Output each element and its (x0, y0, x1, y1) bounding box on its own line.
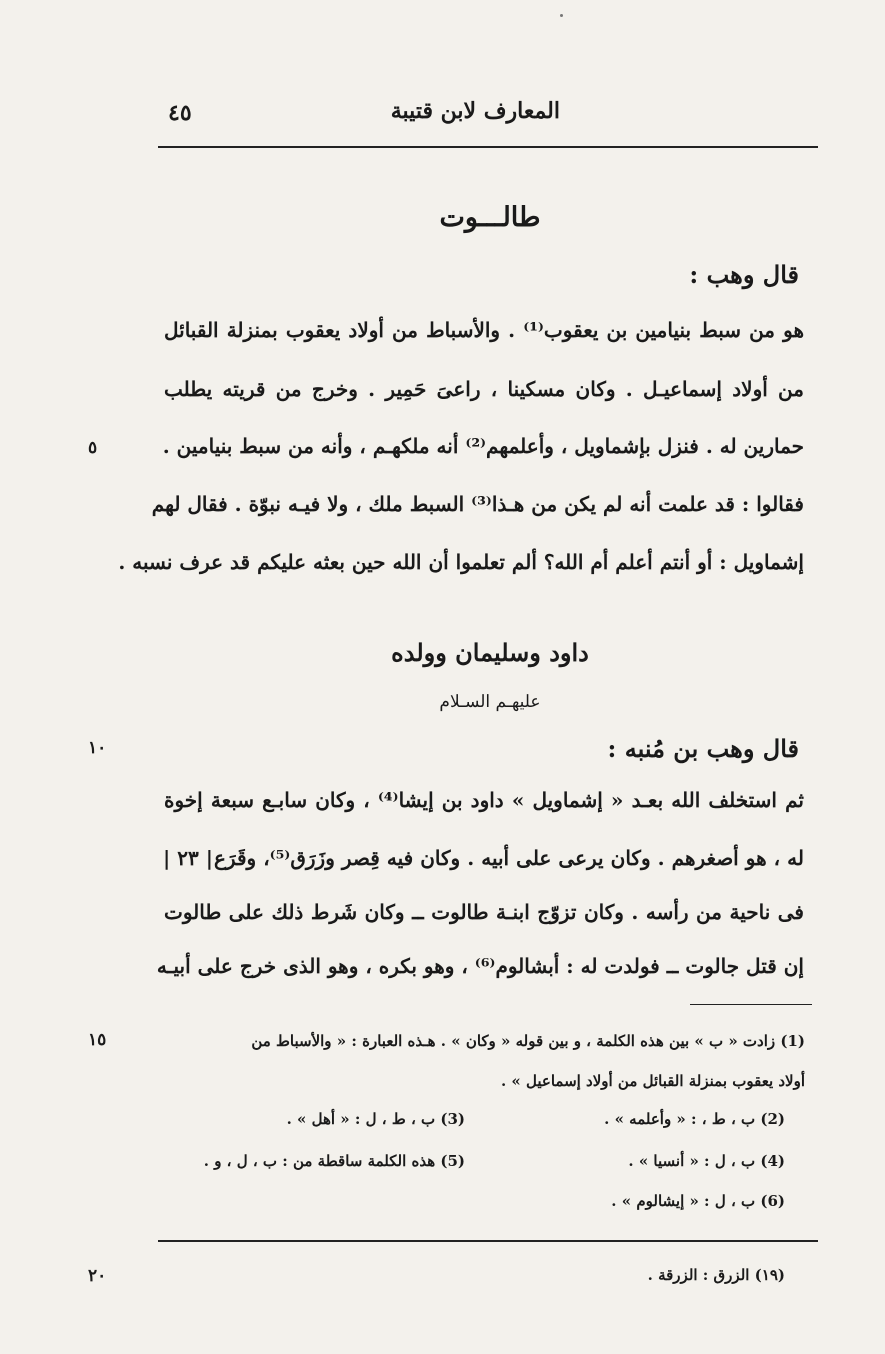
section-title-talut: طالـــوت (439, 202, 541, 233)
margin-line-number: ١٥ (88, 1030, 107, 1050)
speaker-wahb: قال وهب : (689, 260, 799, 289)
text-line: حمارين له . فنزل بإشماويل ، وأعلمهم⁽²⁾ أنه ملكهـم ، وأنه من سبط بنيامين . (162, 434, 804, 458)
header-rule (158, 146, 818, 148)
original-page-ref: | ٢٣ | (163, 846, 213, 870)
text-line: هو من سبط بنيامين بن يعقوب⁽¹⁾ . والأسباط من أولاد يعقوب بمنزلة القبائل (164, 318, 804, 342)
text-line: إشماويل : أو أنتم أعلم أم الله؟ ألم تعلموا أن الله حين بعثه عليكم قد عرف نسبه . (118, 550, 804, 574)
gloss-note: (١٩) الزرق : الزرقة . (647, 1266, 785, 1284)
text-line: إن قتل جالوت ــ فولدت له : أبشالوم⁽⁶⁾ ، وهو بكره ، وهو الذى خرج على أبيـه (156, 954, 804, 978)
gloss-rule (158, 1240, 818, 1242)
text-line: ثم استخلف الله بعـد « إشماويل » داود بن إيشا⁽⁴⁾ ، وكان سابـع سبعة إخوة (164, 788, 804, 812)
margin-line-number: ١٠ (88, 738, 107, 758)
speck (560, 14, 563, 17)
section-subtitle: عليهـم السـلام (439, 692, 541, 712)
footnote-2: (2) ب ، ط ، : « وأعلمه » . (604, 1110, 785, 1128)
section-title-dawud: داود وسليمان وولده (391, 638, 589, 667)
running-title: المعارف لابن قتيبة (390, 98, 560, 124)
text-line: فقالوا : قد علمت أنه لم يكن من هـذا⁽³⁾ السبط ملك ، ولا فيـه نبوّة . فقال لهم (151, 492, 804, 516)
footnote-1-cont: أولاد يعقوب بمنزلة القبائل من أولاد إسماعيل » . (500, 1072, 805, 1090)
text-line: من أولاد إسماعيـل . وكان مسكينا ، راعىَ حَمِير . وخرج من قريته يطلب (164, 377, 804, 401)
footnote-3: (3) ب ، ط ، ل : « أهل » . (286, 1110, 465, 1128)
footnote-1: (1) زادت « ب » بين هذه الكلمة ، و بين قوله « وكان » . هـذه العبارة : « والأسباط من (251, 1032, 805, 1050)
margin-line-number: ٥ (88, 438, 98, 458)
footnote-5: (5) هذه الكلمة ساقطة من : ب ، ل ، و . (203, 1152, 465, 1170)
footnote-6: (6) ب ، ل : « إيشالوم » . (611, 1192, 785, 1210)
text-line: فى ناحية من رأسه . وكان تزوّج ابنـة طالوت ــ وكان شَرط ذلك على طالوت (164, 900, 804, 924)
footnote-4: (4) ب ، ل : « أنسيا » . (628, 1152, 785, 1170)
margin-line-number: ٢٠ (88, 1266, 107, 1286)
speaker-wahb-munabbih: قال وهب بن مُنبه : (607, 734, 799, 763)
page-number: ٤٥ (168, 100, 192, 126)
footnote-separator (690, 1004, 812, 1005)
text-line: له ، هو أصغرهم . وكان يرعى على أبيه . وكان فيه قِصر وزَرَق⁽⁵⁾، وقَرَع (214, 846, 804, 870)
